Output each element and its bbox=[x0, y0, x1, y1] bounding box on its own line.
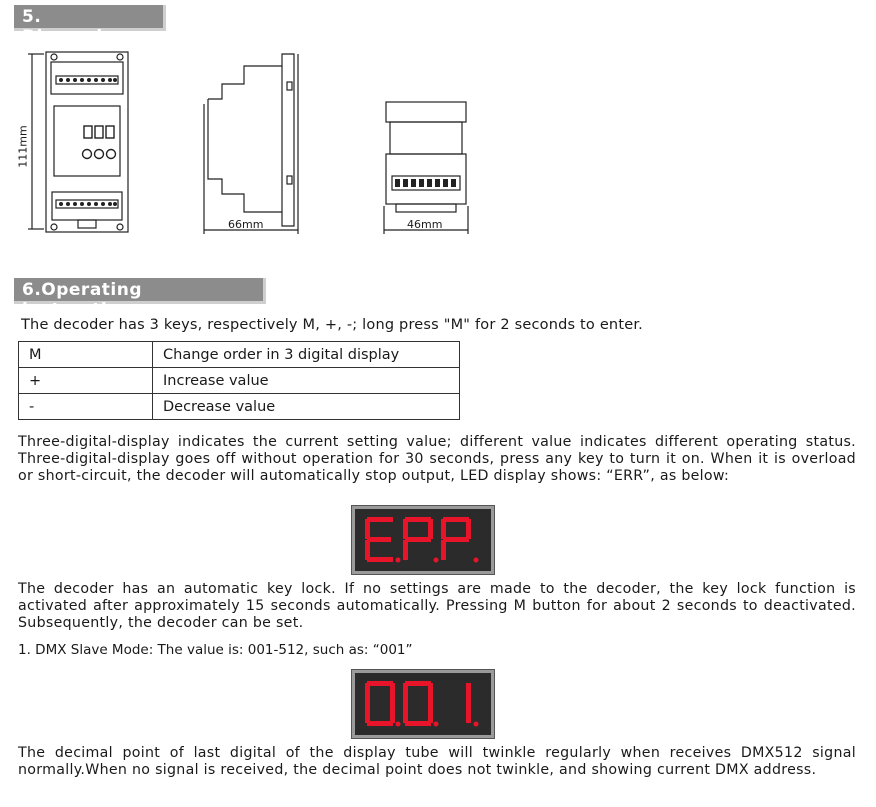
side-width-label: 66mm bbox=[228, 218, 264, 231]
decimal-point-paragraph: The decimal point of last digital of the display tube will twinkle regularly when receives DMX512 signal normally.When no signal is received, the decimal point does not twinkle, and showing current DMX address. bbox=[18, 745, 856, 778]
bottom-view-drawing bbox=[380, 96, 475, 236]
key-cell: - bbox=[19, 394, 153, 420]
desc-cell: Decrease value bbox=[153, 394, 460, 420]
intro-text: The decoder has 3 keys, respectively M, +, -; long press "M" for 2 seconds to enter. bbox=[21, 317, 643, 333]
section-header-operating: 6.Operating instructions bbox=[14, 278, 266, 304]
table-row bbox=[19, 394, 460, 420]
desc-cell: Change order in 3 digital display bbox=[153, 342, 460, 368]
led-display-err bbox=[352, 506, 494, 574]
desc-cell: Increase value bbox=[153, 368, 460, 394]
key-cell: M bbox=[19, 342, 153, 368]
keys-table bbox=[18, 341, 460, 420]
table-row bbox=[19, 342, 460, 368]
led-display-001 bbox=[352, 670, 494, 738]
bottom-width-label: 46mm bbox=[407, 218, 443, 231]
led-digits-001 bbox=[355, 673, 491, 735]
section-header-dimensions: 5. Dimensions bbox=[14, 5, 166, 31]
led-digits-err bbox=[355, 509, 491, 571]
dmx-slave-mode-text: 1. DMX Slave Mode: The value is: 001-512, such as: “001” bbox=[18, 642, 413, 658]
front-view-drawing bbox=[14, 44, 139, 239]
table-row bbox=[19, 368, 460, 394]
display-paragraph: Three-digital-display indicates the current setting value; different value indicates different operating status. Three-digital-display goes off without operation for 30 seconds, press any key to turn it on. When it is overload or short-circuit, the decoder will automatically stop output, LED display shows: “ERR”, as below: bbox=[18, 434, 856, 484]
key-cell: + bbox=[19, 368, 153, 394]
keylock-paragraph: The decoder has an automatic key lock. If no settings are made to the decoder, the key lock function is activated after approximately 15 seconds automatically. Pressing M button for about 2 seconds to deactivated. Subsequently, the decoder can be set. bbox=[18, 581, 856, 631]
height-dimension-label: 111mm bbox=[16, 125, 30, 168]
side-view-drawing bbox=[194, 44, 309, 239]
